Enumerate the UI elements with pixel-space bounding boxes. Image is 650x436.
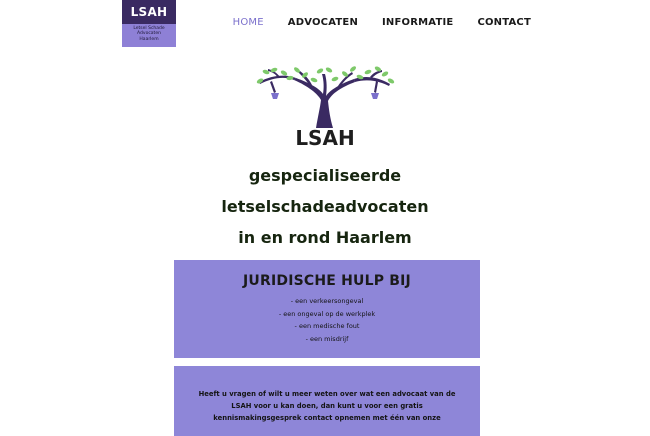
- logo-abbr: LSAH: [122, 0, 176, 24]
- main-nav: [233, 17, 531, 28]
- page-subtitle: [0, 160, 650, 253]
- list-item: - een misdrijf: [305, 334, 349, 343]
- logo-line: Haarlem: [139, 36, 159, 42]
- logo-subtitle: [122, 24, 176, 42]
- tree-logo-icon: [250, 66, 400, 128]
- site-logo[interactable]: [122, 0, 176, 47]
- nav-item-advocaten[interactable]: ADVOCATEN: [287, 17, 359, 28]
- list-item: - een medische fout: [294, 322, 360, 330]
- logo-line: Advocaten: [137, 31, 161, 37]
- nav-item-home[interactable]: HOME: [232, 17, 264, 28]
- list-item: - een verkeersongeval: [290, 297, 364, 305]
- contact-info-text: Heeft u vragen of wilt u meer weten over wat een advocaat van de LSAH voor u kan doen, dan kunt u voor een gratis kennismakingsgesprek contact opnemen met één van onze: [198, 390, 456, 422]
- subtitle-line: gespecialiseerde: [248, 166, 402, 185]
- nav-item-informatie[interactable]: INFORMATIE: [382, 17, 454, 28]
- legal-help-heading: JURIDISCHE HULP BIJ: [243, 273, 411, 289]
- nav-item-contact[interactable]: CONTACT: [477, 17, 531, 28]
- subtitle-line: in en rond Haarlem: [238, 228, 412, 247]
- page-title: LSAH: [295, 126, 355, 150]
- list-item: - een ongeval op de werkplek: [278, 309, 376, 318]
- logo-line: Letsel Schade: [133, 26, 165, 31]
- contact-info-box: [174, 366, 480, 436]
- subtitle-line: letselschadeadvocaten: [221, 197, 429, 216]
- legal-help-box: [174, 260, 480, 358]
- legal-help-list: [174, 295, 480, 345]
